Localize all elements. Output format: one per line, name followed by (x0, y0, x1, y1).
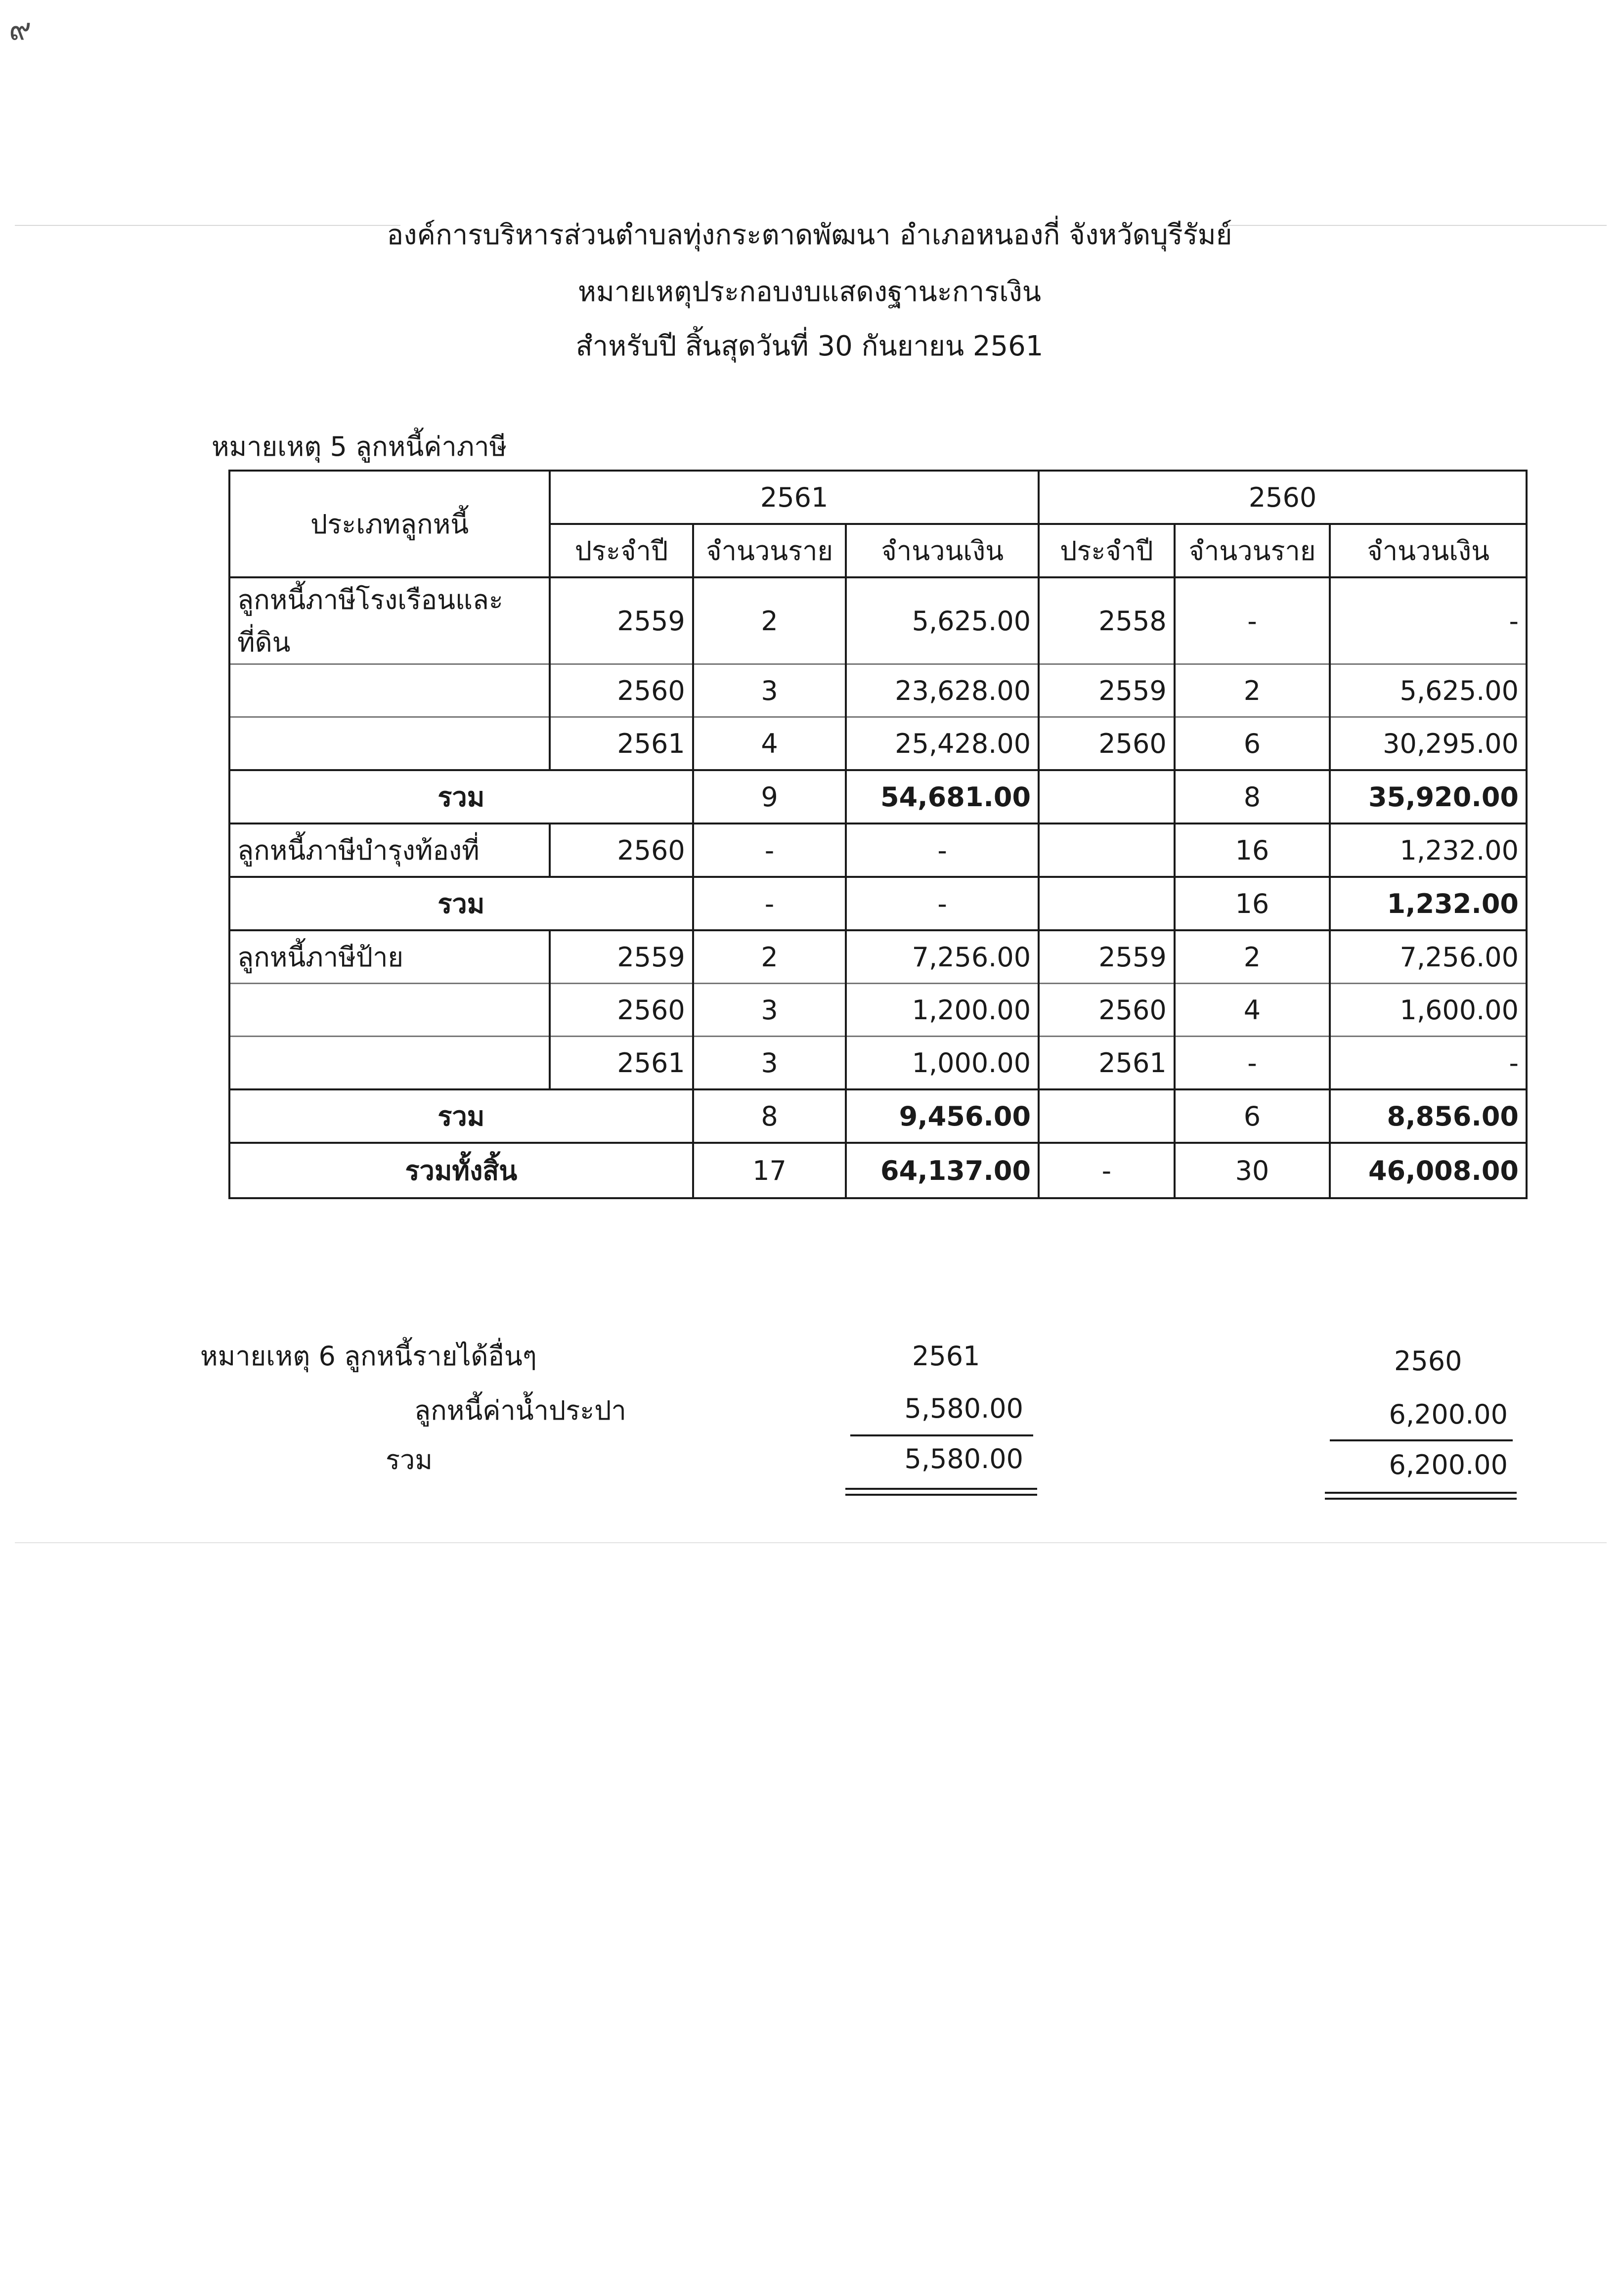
count-2561: 4 (693, 717, 846, 771)
amount-2560: - (1330, 1037, 1527, 1090)
count-2560: 2 (1175, 664, 1330, 717)
header-debtor-type: ประเภทลูกหนี้ (229, 471, 550, 577)
count-2560: 6 (1175, 717, 1330, 771)
subtotal-label: รวม (229, 770, 693, 823)
count-2561: 3 (693, 1037, 846, 1090)
count-2560: 16 (1175, 823, 1330, 877)
grand-total-count-2561: 17 (693, 1143, 846, 1198)
grand-total-count-2560: 30 (1175, 1143, 1330, 1198)
subtotal-row (229, 770, 1527, 823)
note6-total-2560: 6,200.00 (1389, 1449, 1508, 1480)
note6-subtotal-line-2561 (850, 1434, 1033, 1436)
period-2560: 2558 (1039, 577, 1175, 664)
subtotal-count-2561: 9 (693, 770, 846, 823)
amount-2561: 25,428.00 (846, 717, 1039, 771)
note6-double-underline-2561 (845, 1488, 1037, 1490)
note6-year-2561: 2561 (912, 1341, 980, 1372)
subtotal-count-2560: 16 (1175, 877, 1330, 930)
document-title-notes: หมายเหตุประกอบงบแสดงฐานะการเงิน (577, 276, 1042, 308)
subtotal-amount-2560: 8,856.00 (1330, 1089, 1527, 1143)
subtotal-amount-2561: - (846, 877, 1039, 930)
note6-double-underline-2560 (1325, 1492, 1517, 1494)
header-period-2561: ประจำปี (550, 524, 693, 577)
amount-2561: 7,256.00 (846, 930, 1039, 984)
subtotal-count-2561: 8 (693, 1089, 846, 1143)
period-2561: 2561 (550, 717, 693, 771)
subtotal-amount-2560: 35,920.00 (1330, 770, 1527, 823)
period-2560: 2560 (1039, 717, 1175, 771)
amount-2560: 30,295.00 (1330, 717, 1527, 771)
period-2560 (1039, 823, 1175, 877)
amount-2561: 23,628.00 (846, 664, 1039, 717)
header-count-2561: จำนวนราย (693, 524, 846, 577)
note6-item-2560: 6,200.00 (1389, 1399, 1508, 1430)
count-2560: - (1175, 577, 1330, 664)
table-row (229, 1037, 1527, 1090)
header-period-2560: ประจำปี (1039, 524, 1175, 577)
grand-total-label: รวมทั้งสิ้น (229, 1143, 693, 1198)
note6-double-underline-2560-b (1325, 1498, 1517, 1500)
subtotal-amount-2561: 54,681.00 (846, 770, 1039, 823)
amount-2560: - (1330, 577, 1527, 664)
note6-year-2560: 2560 (1394, 1345, 1462, 1377)
period-2560: 2559 (1039, 664, 1175, 717)
subtotal-period-2560 (1039, 770, 1175, 823)
tax-receivables-table (228, 470, 1528, 1199)
document-title-org: องค์การบริหารส่วนตำบลทุ่งกระตาดพัฒนา อำเภอหนองกี่ จังหวัดบุรีรัมย์ (387, 219, 1232, 251)
subtotal-row (229, 877, 1527, 930)
period-2561: 2560 (550, 823, 693, 877)
period-2561: 2560 (550, 984, 693, 1037)
header-year-2560: 2560 (1039, 471, 1527, 524)
period-2561: 2559 (550, 930, 693, 984)
note6-item-2561: 5,580.00 (904, 1393, 1023, 1424)
count-2560: 2 (1175, 930, 1330, 984)
amount-2560: 1,232.00 (1330, 823, 1527, 877)
subtotal-count-2561: - (693, 877, 846, 930)
table-row (229, 717, 1527, 771)
header-count-2560: จำนวนราย (1175, 524, 1330, 577)
header-year-2561: 2561 (550, 471, 1039, 524)
amount-2561: 1,000.00 (846, 1037, 1039, 1090)
grand-total-period-2560: - (1039, 1143, 1175, 1198)
grand-total-amount-2560: 46,008.00 (1330, 1143, 1527, 1198)
group-name: ลูกหนี้ภาษีโรงเรือนและที่ดิน (229, 577, 550, 664)
count-2561: 3 (693, 664, 846, 717)
period-2560: 2559 (1039, 930, 1175, 984)
period-2561: 2561 (550, 1037, 693, 1090)
count-2561: - (693, 823, 846, 877)
note6-double-underline-2561-b (845, 1494, 1037, 1496)
count-2561: 2 (693, 930, 846, 984)
subtotal-count-2560: 8 (1175, 770, 1330, 823)
amount-2560: 5,625.00 (1330, 664, 1527, 717)
count-2561: 2 (693, 577, 846, 664)
amount-2561: - (846, 823, 1039, 877)
note5-title: หมายเหตุ 5 ลูกหนี้ค่าภาษี (212, 431, 507, 462)
table-row (229, 984, 1527, 1037)
count-2560: - (1175, 1037, 1330, 1090)
amount-2561: 5,625.00 (846, 577, 1039, 664)
table-row (229, 664, 1527, 717)
document-title-period: สำหรับปี สิ้นสุดวันที่ 30 กันยายน 2561 (575, 330, 1044, 362)
header-amount-2561: จำนวนเงิน (846, 524, 1039, 577)
page-number-mark: ๙ (9, 11, 32, 47)
group-name: ลูกหนี้ภาษีบำรุงท้องที่ (229, 823, 550, 877)
amount-2561: 1,200.00 (846, 984, 1039, 1037)
count-2560: 4 (1175, 984, 1330, 1037)
note6-subtotal-line-2560 (1330, 1439, 1513, 1441)
grand-total-amount-2561: 64,137.00 (846, 1143, 1039, 1198)
note6-title: หมายเหตุ 6 ลูกหนี้รายได้อื่นๆ (200, 1341, 537, 1372)
note6-total-label: รวม (386, 1444, 433, 1475)
amount-2560: 7,256.00 (1330, 930, 1527, 984)
table-header-row-1 (229, 471, 1527, 524)
subtotal-label: รวม (229, 877, 693, 930)
period-2560: 2560 (1039, 984, 1175, 1037)
group-name: ลูกหนี้ภาษีป้าย (229, 930, 550, 984)
scan-line-bottom (15, 1542, 1607, 1543)
count-2561: 3 (693, 984, 846, 1037)
grand-total-row (229, 1143, 1527, 1198)
amount-2560: 1,600.00 (1330, 984, 1527, 1037)
table-row (229, 930, 1527, 984)
period-2561: 2560 (550, 664, 693, 717)
subtotal-period-2560 (1039, 1089, 1175, 1143)
note6-total-2561: 5,580.00 (904, 1443, 1023, 1474)
subtotal-amount-2561: 9,456.00 (846, 1089, 1039, 1143)
table-row (229, 577, 1527, 664)
subtotal-count-2560: 6 (1175, 1089, 1330, 1143)
table-row (229, 823, 1527, 877)
subtotal-label: รวม (229, 1089, 693, 1143)
subtotal-amount-2560: 1,232.00 (1330, 877, 1527, 930)
header-amount-2560: จำนวนเงิน (1330, 524, 1527, 577)
period-2561: 2559 (550, 577, 693, 664)
note6-item-label: ลูกหนี้ค่าน้ำประปา (414, 1395, 626, 1426)
subtotal-row (229, 1089, 1527, 1143)
subtotal-period-2560 (1039, 877, 1175, 930)
period-2560: 2561 (1039, 1037, 1175, 1090)
